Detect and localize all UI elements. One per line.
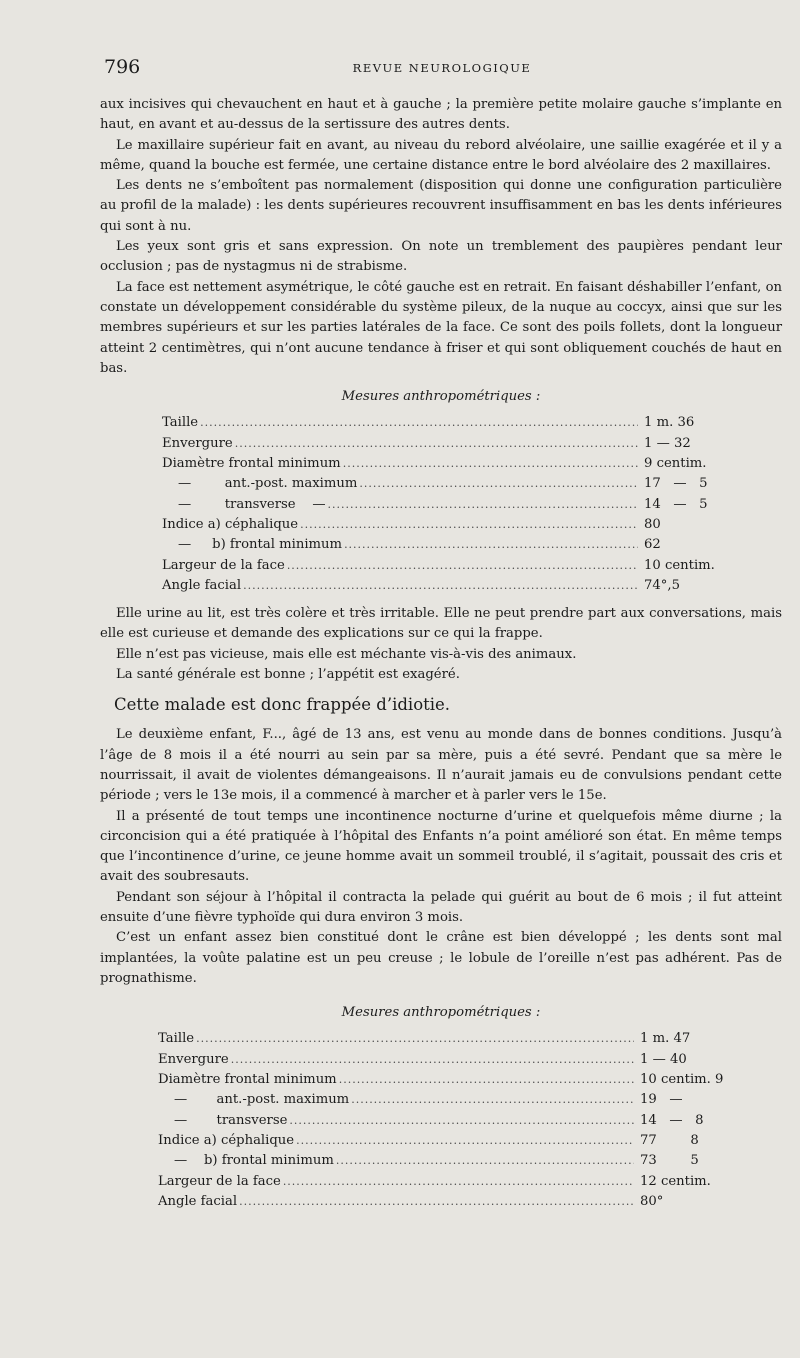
measure-row (158, 1172, 736, 1192)
measure-label: Largeur de la face (162, 557, 285, 573)
measure-label: Angle facial (158, 1193, 238, 1209)
measure-value: 62 (644, 537, 661, 553)
leader-dots (300, 515, 638, 535)
measure-row (162, 454, 740, 474)
leader-dots (231, 1050, 634, 1070)
leader-dots (344, 535, 638, 555)
measure-label: Diamètre frontal minimum (158, 1072, 337, 1088)
measure-label: Envergure (158, 1051, 229, 1067)
measure-row (158, 1050, 736, 1070)
page-body (100, 95, 782, 1212)
measure-row (162, 515, 740, 535)
paragraph: Elle n’est pas vicieuse, mais elle est méchante vis-à-vis des animaux. (116, 646, 577, 662)
measure-label: — transverse (174, 1112, 288, 1128)
measure-label: — b) frontal minimum (178, 537, 343, 553)
leader-dots (336, 1151, 634, 1171)
measure-value: 1 m. 36 (644, 415, 695, 431)
measure-row (158, 1131, 736, 1151)
measure-value: 14 — 8 (640, 1112, 704, 1128)
paragraph: Pendant son séjour à l’hôpital il contracta la pelade qui guérit au bout de 6 mois ; il fut atteint ensuite d’une fièvre typhoïde qui dura environ 3 mois. (100, 889, 782, 925)
measure-value: 1 — 40 (640, 1051, 687, 1067)
leader-dots (243, 576, 638, 596)
measure-value: 80° (640, 1193, 664, 1209)
measure-row (158, 1029, 736, 1049)
paragraph: Le deuxième enfant, F..., âgé de 13 ans, est venu au monde dans de bonnes conditions. Jusqu’à l’âge de 8 mois il a été nourri au sein par sa mère, puis a été sevré. Pendant que sa mère le nourrissait, il avait de violentes démangeaisons. Il n’aurait jamais eu de convulsions pendant cette période ; vers le 13e mois, il a commencé à marcher et à parler vers le 15e. (100, 727, 782, 804)
measure-label: Angle facial (162, 577, 242, 593)
paragraph: La face est nettement asymétrique, le côté gauche est en retrait. En faisant déshabiller l’enfant, on constate un développement considérable du système pileux, de la nuque au coccyx, ainsi que sur les membres supérieurs et sur les parties latérales de la face. Ce sont des poils follets, dont la longueur atteint 2 centimètres, qui n’ont aucune tendance à friser et qui sont obliquement couchés de haut en bas. (100, 279, 782, 376)
paragraph: Elle urine au lit, est très colère et très irritable. Elle ne peut prendre part aux conversations, mais elle est curieuse et demande des explications sur ce qui la frappe. (100, 606, 782, 642)
measure-label: Envergure (162, 435, 233, 451)
measure-value: 77 8 (640, 1132, 699, 1148)
leader-dots (328, 495, 638, 515)
leader-dots (283, 1172, 634, 1192)
measure-row (162, 535, 740, 555)
paragraph: C’est un enfant assez bien constitué dont le crâne est bien développé ; les dents sont mal implantées, la voûte palatine est un peu creuse ; le lobule de l’oreille n’est pas adhérent. Pas de prognathisme. (100, 930, 782, 986)
measure-value: 12 centim. (640, 1173, 711, 1189)
measure-label: — ant.-post. maximum (178, 476, 358, 492)
leader-dots (343, 454, 638, 474)
measure-row (158, 1151, 736, 1171)
leader-dots (339, 1070, 634, 1090)
measure-value: 10 centim. (644, 557, 715, 573)
measures-heading: Mesures anthropométriques : (341, 1005, 541, 1021)
measure-label: — b) frontal minimum (174, 1153, 334, 1169)
measure-label: Largeur de la face (158, 1173, 281, 1189)
measure-value: 9 centim. (644, 456, 707, 472)
measure-row (162, 576, 740, 596)
measure-value: 74°,5 (644, 577, 680, 593)
leader-dots (289, 1111, 634, 1131)
paragraph: aux incisives qui chevauchent en haut et à gauche ; la première petite molaire gauche s’implante en haut, en avant et au-dessus de la sertissure des autres dents. (100, 97, 782, 133)
leader-dots (200, 413, 638, 433)
measure-label: Indice a) céphalique (158, 1132, 295, 1148)
measure-value: 73 5 (640, 1153, 699, 1169)
measure-row (162, 495, 740, 515)
paragraph: Le maxillaire supérieur fait en avant, au niveau du rebord alvéolaire, une saillie exagérée et il y a même, quand la bouche est fermée, une certaine distance entre le bord alvéolaire des 2 maxillaires. (100, 137, 782, 173)
measure-row (162, 556, 740, 576)
measure-row (162, 474, 740, 494)
measures-heading: Mesures anthropométriques : (341, 389, 541, 405)
measure-label: — transverse — (178, 496, 326, 512)
leader-dots (296, 1131, 634, 1151)
paragraph: La santé générale est bonne ; l’appétit est exagéré. (116, 667, 460, 683)
measure-label: — ant.-post. maximum (174, 1092, 350, 1108)
measure-row (158, 1090, 736, 1110)
measure-value: 19 — (640, 1092, 683, 1108)
leader-dots (359, 474, 638, 494)
measure-value: 17 — 5 (644, 476, 708, 492)
measure-value: 10 centim. 9 (640, 1072, 724, 1088)
paragraph: Les dents ne s’emboîtent pas normalement (disposition qui donne une configuration particulière au profil de la malade) : les dents supérieures recouvrent insuffisamment en bas les dents inférieures qui sont à nu. (100, 178, 782, 234)
paragraph: Les yeux sont gris et sans expression. On note un tremblement des paupières pendant leur occlusion ; pas de nystagmus ni de strabisme. (100, 239, 782, 275)
leader-dots (235, 434, 638, 454)
paragraph: Il a présenté de tout temps une incontinence nocturne d’urine et quelquefois même diurne ; la circoncision qui a été pratiquée à l’hôpital des Enfants n’a point amélioré son état. En même temps que l’incontinence d’urine, ce jeune homme avait un sommeil troublé, il s’agitait, poussait des cris et avait des soubresauts. (100, 808, 782, 885)
measure-value: 80 (644, 516, 661, 532)
measure-label: Taille (158, 1031, 195, 1047)
measure-value: 1 m. 47 (640, 1031, 691, 1047)
conclusion-line: Cette malade est donc frappée d’idiotie. (114, 695, 451, 715)
measure-row (158, 1111, 736, 1131)
measure-label: Taille (162, 415, 199, 431)
measure-row (162, 434, 740, 454)
measure-label: Diamètre frontal minimum (162, 456, 341, 472)
page-header (104, 56, 780, 80)
measure-value: 1 — 32 (644, 435, 691, 451)
measure-label: Indice a) céphalique (162, 516, 299, 532)
page-number: 796 (104, 56, 141, 78)
leader-dots (239, 1192, 634, 1212)
measure-row (162, 413, 740, 433)
running-title: REVUE NEUROLOGIQUE (352, 61, 532, 75)
measure-row (158, 1192, 736, 1212)
leader-dots (196, 1029, 634, 1049)
measure-value: 14 — 5 (644, 496, 708, 512)
measure-row (158, 1070, 736, 1090)
measures-table (158, 1029, 736, 1212)
leader-dots (287, 556, 638, 576)
leader-dots (351, 1090, 634, 1110)
measures-table (162, 413, 740, 596)
